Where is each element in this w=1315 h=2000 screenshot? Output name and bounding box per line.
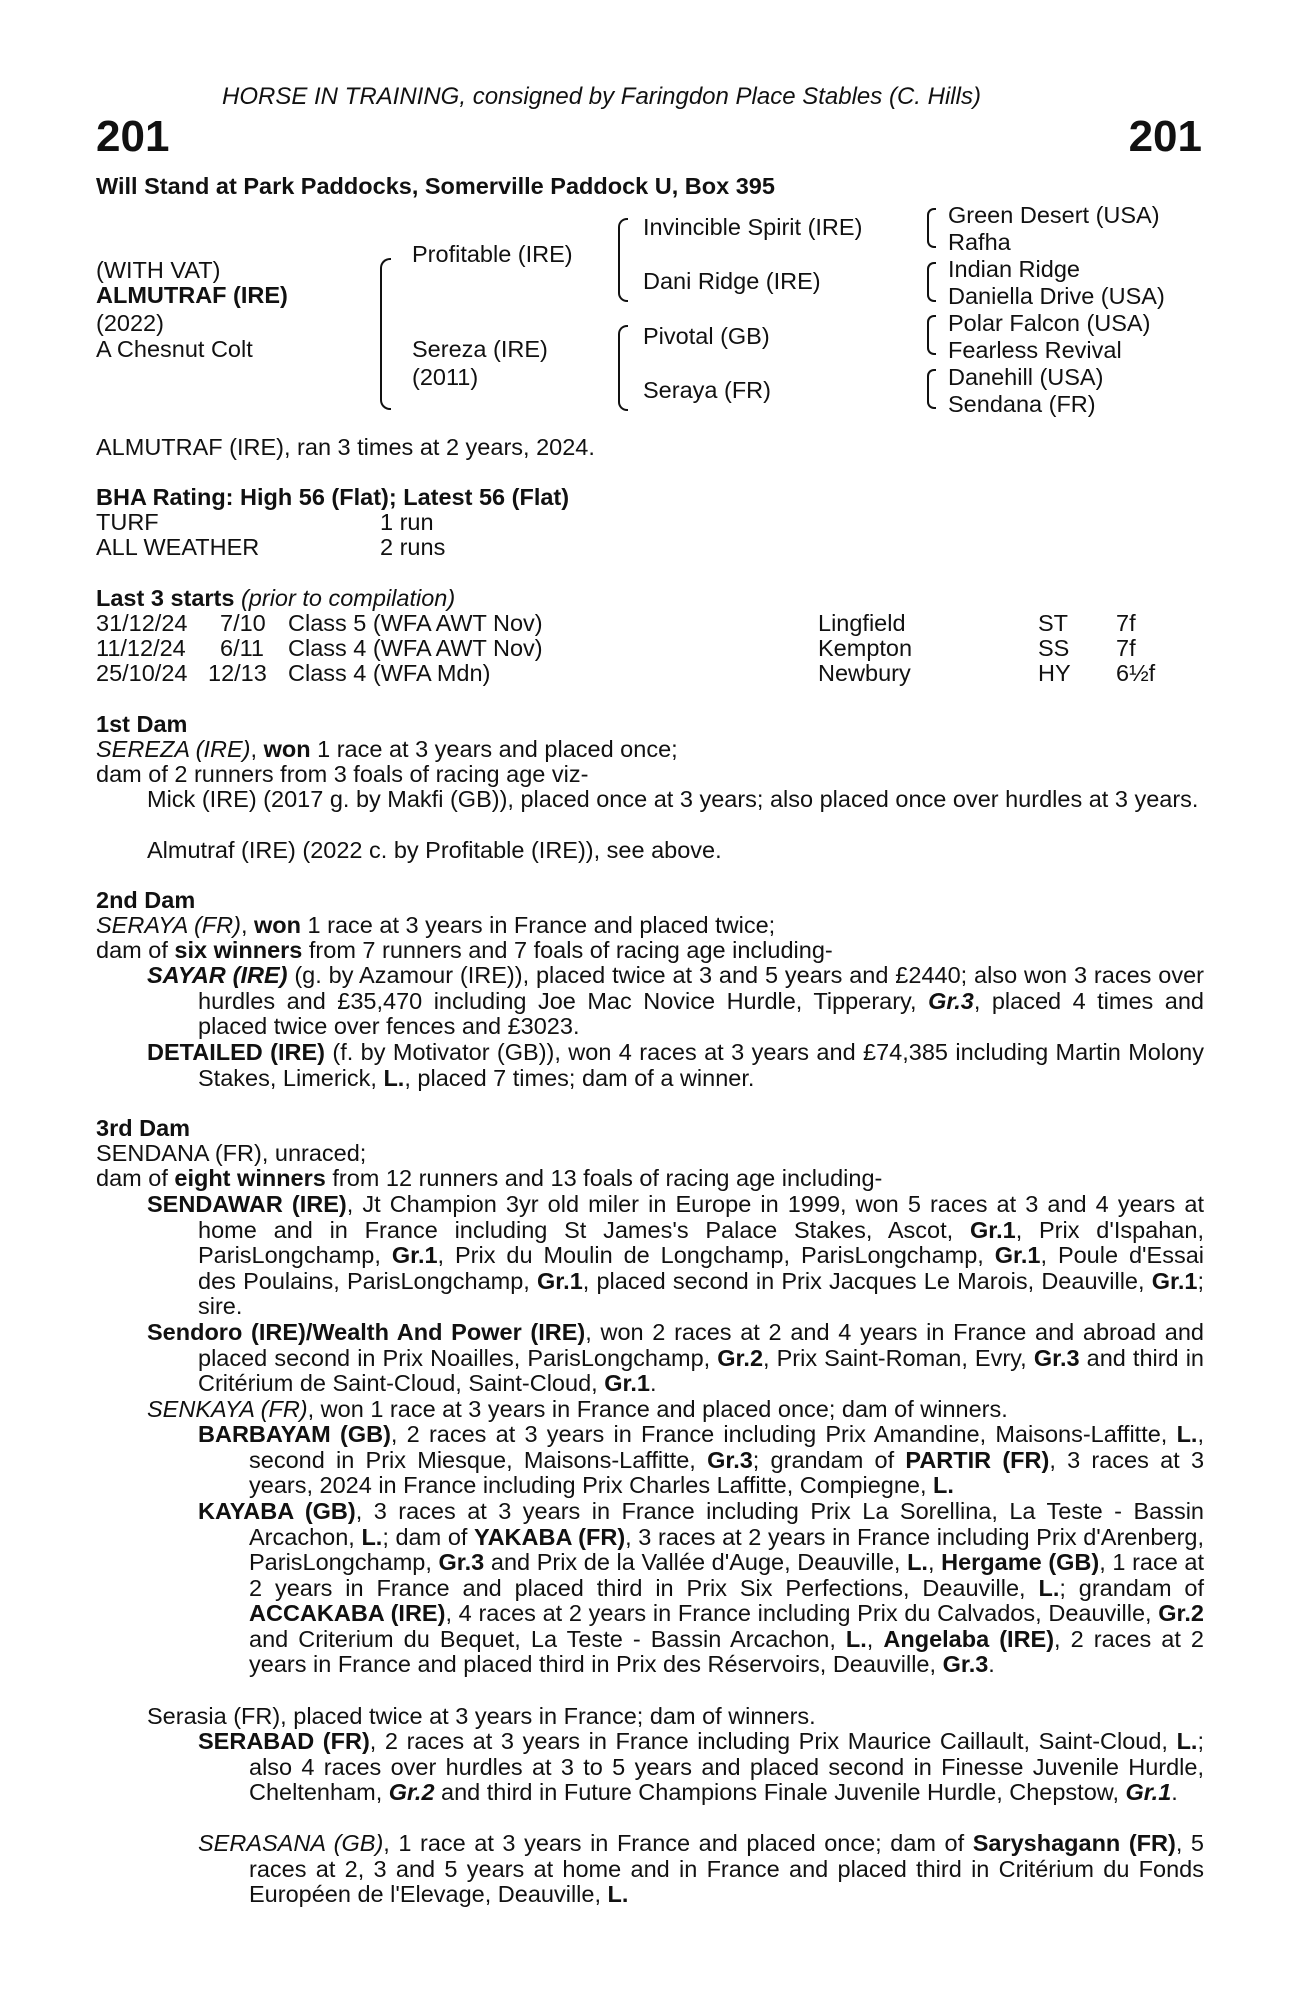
dam3-eight-winners: eight winners [174, 1165, 326, 1191]
start-dist-1: 7f [1116, 635, 1136, 661]
start-date-0: 31/12/24 [96, 610, 188, 636]
dam2-line1: SERAYA (FR), won 1 race at 3 years in France and placed twice; [96, 912, 776, 938]
pedigree-dam-dam: Seraya (FR) [643, 377, 771, 403]
horse-description: A Chesnut Colt [96, 336, 253, 362]
dam1-name: SEREZA (IRE) [96, 736, 251, 762]
consignment-line: HORSE IN TRAINING, consigned by Faringdon Place Stables (C. Hills) [222, 83, 981, 110]
dam1-line1: SEREZA (IRE), won 1 race at 3 years and placed once; [96, 736, 678, 762]
dam1-almutraf: Almutraf (IRE) (2022 c. by Profitable (IRE)), see above. [147, 837, 722, 863]
detailed-name: DETAILED (IRE) [147, 1039, 325, 1065]
pedigree-brace-dam [618, 325, 628, 411]
aw-value: 2 runs [380, 534, 446, 560]
dam3-barbayam: BARBAYAM (GB), 2 races at 3 years in France including Prix Amandine, Maisons-Laffitte, L., second in Prix Miesque, Maisons-Laffitte, Gr.3; grandam of PARTIR (FR), 3 races at 3 years, 2024 in France including Prix Charles Laffitte, Compiegne, L. [198, 1421, 1205, 1498]
pedigree-brace-main [380, 258, 391, 410]
pedigree-brace-g1 [927, 208, 936, 248]
pedigree-dam-year: (2011) [412, 364, 479, 390]
start-going-0: ST [1038, 610, 1069, 636]
dam1-heading: 1st Dam [96, 711, 188, 737]
dam2-line2: dam of six winners from 7 runners and 7 foals of racing age including- [96, 937, 833, 963]
pedigree-dam: Sereza (IRE) [412, 336, 548, 362]
starts-note: (prior to compilation) [240, 585, 456, 611]
start-dist-0: 7f [1116, 610, 1136, 636]
dam3-line1: SENDANA (FR), unraced; [96, 1140, 367, 1166]
dam3-serabad: SERABAD (FR), 2 races at 3 years in France including Prix Maurice Caillault, Saint-Cloud, L.; also 4 races over hurdles at 3 to 5 years and placed second in Finesse Juvenile Hurdle, Cheltenham, Gr.2 and third in Future Champions Finale Juvenile Hurdle, Chepstow, Gr.1. [198, 1728, 1204, 1805]
sendawar-name: SENDAWAR (IRE) [147, 1191, 347, 1217]
accakaba-name: ACCAKABA (IRE) [249, 1600, 446, 1626]
sendoro-name: Sendoro (IRE)/Wealth And Power (IRE) [147, 1319, 586, 1345]
dam2-won: won [254, 912, 301, 938]
turf-label: TURF [96, 509, 159, 535]
yakaba-name: YAKABA (FR) [474, 1523, 626, 1550]
dam3-line2: dam of eight winners from 12 runners and 13 foals of racing age including- [96, 1165, 883, 1191]
pedigree-gg7: Danehill (USA) [948, 364, 1104, 390]
start-pos-0: 7/10 [220, 610, 266, 636]
dam3-kayaba: KAYABA (GB), 3 races at 3 years in France including Prix La Sorellina, La Teste - Bassin Arcachon, L.; dam of YAKABA (FR), 3 races at 2 years in France including Prix d'Arenberg, ParisLongchamp, Gr.3 and Prix de la Vallée d'Auge, Deauville, L., Hergame (GB), 1 race at 2 years in France and placed third in Prix Six Perfections, Deauville, L.; grandam of ACCAKABA (IRE), 4 races at 2 years in France including Prix du Calvados, Deauville, Gr.2 and Criterium du Bequet, La Teste - Bassin Arcachon, L., Angelaba (IRE), 2 races at 2 years in France and placed third in Prix des Réservoirs, Deauville, Gr.3. [198, 1498, 1205, 1677]
aw-label: ALL WEATHER [96, 534, 260, 560]
senkaya-name: SENKAYA (FR) [147, 1396, 308, 1422]
pedigree-brace-g2 [927, 262, 936, 302]
start-course-1: Kempton [818, 635, 913, 661]
angelaba-name: Angelaba (IRE) [883, 1625, 1055, 1652]
pedigree-gg5: Polar Falcon (USA) [948, 310, 1151, 336]
start-course-2: Newbury [818, 660, 911, 686]
pedigree-dam-sire: Pivotal (GB) [643, 323, 770, 349]
vat-note: (WITH VAT) [96, 257, 221, 283]
start-going-1: SS [1038, 635, 1070, 661]
pedigree-gg1: Green Desert (USA) [948, 202, 1160, 228]
dam3-sendawar: SENDAWAR (IRE), Jt Champion 3yr old miler in Europe in 1999, won 5 races at 3 and 4 years at home and in France including St James's Palace Stakes, Ascot, Gr.1, Prix d'Ispahan, ParisLongchamp, Gr.1, Prix du Moulin de Longchamp, ParisLongchamp, Gr.1, Poule d'Essai des Poulains, ParisLongchamp, Gr.1, placed second in Prix Jacques Le Marois, Deauville, Gr.1; sire. [147, 1191, 1205, 1319]
dam3-senkaya: SENKAYA (FR), won 1 race at 3 years in France and placed once; dam of winners. [147, 1396, 1008, 1422]
lot-number-right: 201 [1128, 112, 1202, 161]
start-date-2: 25/10/24 [96, 660, 188, 686]
dam1-mick: Mick (IRE) (2017 g. by Makfi (GB)), placed once at 3 years; also placed once over hurdles at 3 years. [147, 786, 1199, 812]
serabad-name: SERABAD (FR) [198, 1728, 370, 1754]
start-dist-2: 6½f [1116, 660, 1156, 686]
race-summary: ALMUTRAF (IRE), ran 3 times at 2 years, 2024. [96, 434, 595, 460]
pedigree-gg6: Fearless Revival [948, 337, 1122, 363]
partir-name: PARTIR (FR) [905, 1446, 1050, 1473]
start-pos-2: 12/13 [208, 660, 267, 686]
dam3-serasia: Serasia (FR), placed twice at 3 years in France; dam of winners. [147, 1703, 816, 1729]
starts-heading-line [96, 586, 455, 612]
pedigree-brace-g4 [927, 369, 936, 409]
start-course-0: Lingfield [818, 610, 906, 636]
dam2-detailed: DETAILED (IRE) (f. by Motivator (GB)), won 4 races at 3 years and £74,385 including Martin Molony Stakes, Limerick, L., placed 7 times; dam of a winner. [147, 1039, 1204, 1091]
dam3-serasana: SERASANA (GB), 1 race at 3 years in France and placed once; dam of Saryshagann (FR), 5 races at 2, 3 and 5 years at home and in France and placed third in Critérium du Fonds Européen de l'Elevage, Deauville, L. [198, 1830, 1204, 1907]
bha-rating: BHA Rating: High 56 (Flat); Latest 56 (Flat) [96, 484, 570, 510]
start-race-0: Class 5 (WFA AWT Nov) [288, 610, 543, 636]
pedigree-brace-g3 [927, 315, 936, 355]
pedigree-gg4: Daniella Drive (USA) [948, 283, 1165, 309]
lot-number-left: 201 [96, 112, 170, 161]
horse-year: (2022) [96, 310, 164, 336]
pedigree-brace-sire [618, 218, 628, 302]
dam2-sayar: SAYAR (IRE) (g. by Azamour (IRE)), placed twice at 3 and 5 years and £2440; also won 3 races over hurdles and £35,470 including Joe Mac Novice Hurdle, Tipperary, Gr.3, placed 4 times and placed twice over fences and £3023. [147, 962, 1204, 1039]
dam2-heading: 2nd Dam [96, 887, 196, 913]
start-pos-1: 6/11 [220, 635, 264, 661]
pedigree-sire-sire: Invincible Spirit (IRE) [643, 214, 863, 240]
horse-name: ALMUTRAF (IRE) [96, 282, 288, 308]
start-date-1: 11/12/24 [96, 635, 186, 661]
pedigree-gg2: Rafha [948, 229, 1011, 255]
hergame-name: Hergame (GB) [941, 1549, 1100, 1575]
start-race-1: Class 4 (WFA AWT Nov) [288, 635, 543, 661]
stand-location: Will Stand at Park Paddocks, Somerville Paddock U, Box 395 [96, 173, 775, 199]
turf-value: 1 run [380, 509, 434, 535]
serasana-name: SERASANA (GB) [198, 1830, 384, 1856]
pedigree-gg3: Indian Ridge [948, 256, 1080, 282]
start-race-2: Class 4 (WFA Mdn) [288, 660, 491, 686]
kayaba-name: KAYABA (GB) [198, 1498, 356, 1524]
sayar-name: SAYAR (IRE) [147, 962, 288, 988]
dam3-sendoro: Sendoro (IRE)/Wealth And Power (IRE), won 2 races at 2 and 4 years in France and abroad and placed second in Prix Noailles, ParisLongchamp, Gr.2, Prix Saint-Roman, Evry, Gr.3 and third in Critérium de Saint-Cloud, Saint-Cloud, Gr.1. [147, 1319, 1205, 1396]
pedigree-gg8: Sendana (FR) [948, 391, 1096, 417]
start-going-2: HY [1038, 660, 1071, 686]
dam2-name: SERAYA (FR) [96, 912, 241, 938]
pedigree-sire-dam: Dani Ridge (IRE) [643, 268, 821, 294]
dam1-line2: dam of 2 runners from 3 foals of racing age viz- [96, 761, 589, 787]
starts-heading: Last 3 starts [96, 585, 235, 611]
barbayam-name: BARBAYAM (GB) [198, 1421, 391, 1447]
dam3-heading: 3rd Dam [96, 1115, 191, 1141]
pedigree-sire: Profitable (IRE) [412, 241, 573, 267]
saryshagann-name: Saryshagann (FR) [972, 1830, 1176, 1856]
dam1-won: won [263, 736, 311, 762]
dam2-six-winners: six winners [174, 937, 303, 963]
